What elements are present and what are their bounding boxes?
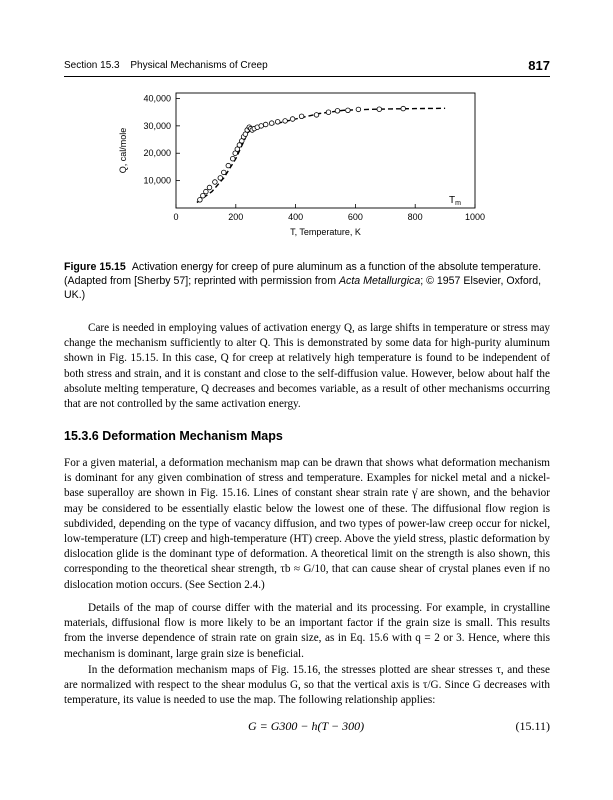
header-section-title: Physical Mechanisms of Creep bbox=[130, 60, 268, 71]
x-tick-label: 200 bbox=[228, 212, 244, 222]
x-tick-label: 0 bbox=[173, 212, 179, 222]
data-point bbox=[346, 108, 351, 113]
data-point bbox=[401, 106, 406, 111]
data-point bbox=[275, 120, 280, 125]
data-point bbox=[283, 119, 288, 124]
data-point bbox=[231, 156, 236, 161]
data-point bbox=[218, 176, 223, 181]
header-section: Section 15.3 bbox=[64, 60, 120, 71]
tm-annotation: $T_m$ bbox=[448, 195, 461, 207]
data-point bbox=[269, 121, 274, 126]
data-point bbox=[263, 122, 268, 127]
y-axis-label: Q, cal/mole bbox=[118, 127, 128, 174]
data-point bbox=[204, 189, 209, 194]
figure-caption bbox=[64, 260, 550, 302]
header-left bbox=[64, 60, 268, 71]
y-tick-label: 40,000 bbox=[143, 93, 171, 104]
section-heading: 15.3.6 Deformation Mechanism Maps bbox=[64, 429, 283, 443]
plot-frame bbox=[176, 93, 475, 208]
data-point bbox=[290, 117, 295, 122]
y-tick-label: 20,000 bbox=[143, 148, 171, 159]
data-point bbox=[299, 114, 304, 119]
paragraph-activation-energy: Care is needed in employing values of activation energy Q, as large shifts in temperature or stress may change the mechanism sufficiently to alter Q. This is demonstrated by some data for high-purity aluminum shown in Fig. 15.15. In this case, Q for creep at relatively high temperature is found to be independent of both stress and strain, and it is constant and close to the self-diffusion value. However, below about half the absolute melting temperature, Q decreases and becomes variable, as a result of other mechanisms occurring that are not controlled by the same activation energy. bbox=[64, 322, 550, 411]
data-point bbox=[335, 109, 340, 114]
x-tick-label: 400 bbox=[288, 212, 304, 222]
paragraph-mechanism-maps: For a given material, a deformation mechanism map can be drawn that shows what deformation mechanism is dominant for any given combination of stress and temperature. Examples for nickel metal and a nickel-base superalloy are shown in Fig. 15.16. Lines of constant shear strain rate γ̇ are shown, and the behavior may be considered to be essentially elastic below the lowest one of these. The diffusional flow region is subdivided, depending on the type of vacancy diffusion, and two types of power-law creep occur for nickel, low-temperature (LT) creep and high-temperature (HT) creep. Above the yield stress, plastic deformation by dislocation glide is the dominant type of deformation. A theoretical limit on the strength is also shown, this corresponding to the theoretical shear strength, τb ≈ G/10, that can cause shear of crystal planes even if no dislocation motion occurs. (See Section 2.4.) bbox=[64, 457, 550, 591]
caption-tail: ; © 1957 Elsevier, Oxford, UK.) bbox=[64, 275, 542, 301]
data-point bbox=[326, 110, 331, 115]
data-point bbox=[259, 124, 264, 129]
header-rule bbox=[64, 76, 550, 77]
data-point bbox=[356, 107, 361, 112]
data-point bbox=[377, 107, 382, 112]
y-tick-label: 30,000 bbox=[143, 120, 171, 131]
data-point bbox=[222, 170, 227, 175]
data-point bbox=[207, 185, 212, 190]
data-point bbox=[198, 198, 203, 203]
x-axis-label: T, Temperature, K bbox=[290, 227, 361, 237]
equation-15-11 bbox=[64, 719, 550, 739]
equation-number: (15.11) bbox=[515, 719, 550, 733]
caption-journal: Acta Metallurgica bbox=[338, 275, 421, 287]
x-tick-label: 1000 bbox=[464, 212, 486, 222]
equation-expression: G = G300 − h(T − 300) bbox=[248, 719, 365, 733]
x-tick-label: 800 bbox=[407, 212, 423, 222]
data-point bbox=[314, 113, 319, 118]
activation-energy-chart bbox=[64, 86, 504, 246]
data-point bbox=[213, 180, 218, 185]
tm-subscript: m bbox=[455, 200, 461, 207]
page-number: 817 bbox=[528, 58, 550, 73]
caption-label: Figure 15.15 bbox=[64, 261, 126, 273]
x-tick-label: 600 bbox=[347, 212, 363, 222]
data-point bbox=[201, 193, 206, 198]
y-tick-label: 10,000 bbox=[143, 175, 171, 186]
paragraph-shear-modulus: In the deformation mechanism maps of Fig. 15.16, the stresses plotted are shear stresses τ, and these are normalized with respect to the shear modulus G, so that the vertical axis is τ/G. Since G decreases with temperature, its value is needed to use the map. The following relationship applies: bbox=[64, 664, 550, 707]
data-point bbox=[226, 163, 231, 168]
caption-text: Activation energy for creep of pure aluminum as a function of the absolute temperature. (Adapted from [Sherby 57]; reprinted with permission from bbox=[64, 261, 542, 287]
paragraph-grain-size: Details of the map of course differ with the material and its processing. For example, in crystalline materials, diffusional flow is more likely to be an important factor if the grain size is small. This results from the inverse dependence of strain rate on grain size, as in Eq. 15.6 with q = 2 or 3. Hence, where this mechanism is dominant, large grain size is beneficial. bbox=[64, 602, 550, 660]
